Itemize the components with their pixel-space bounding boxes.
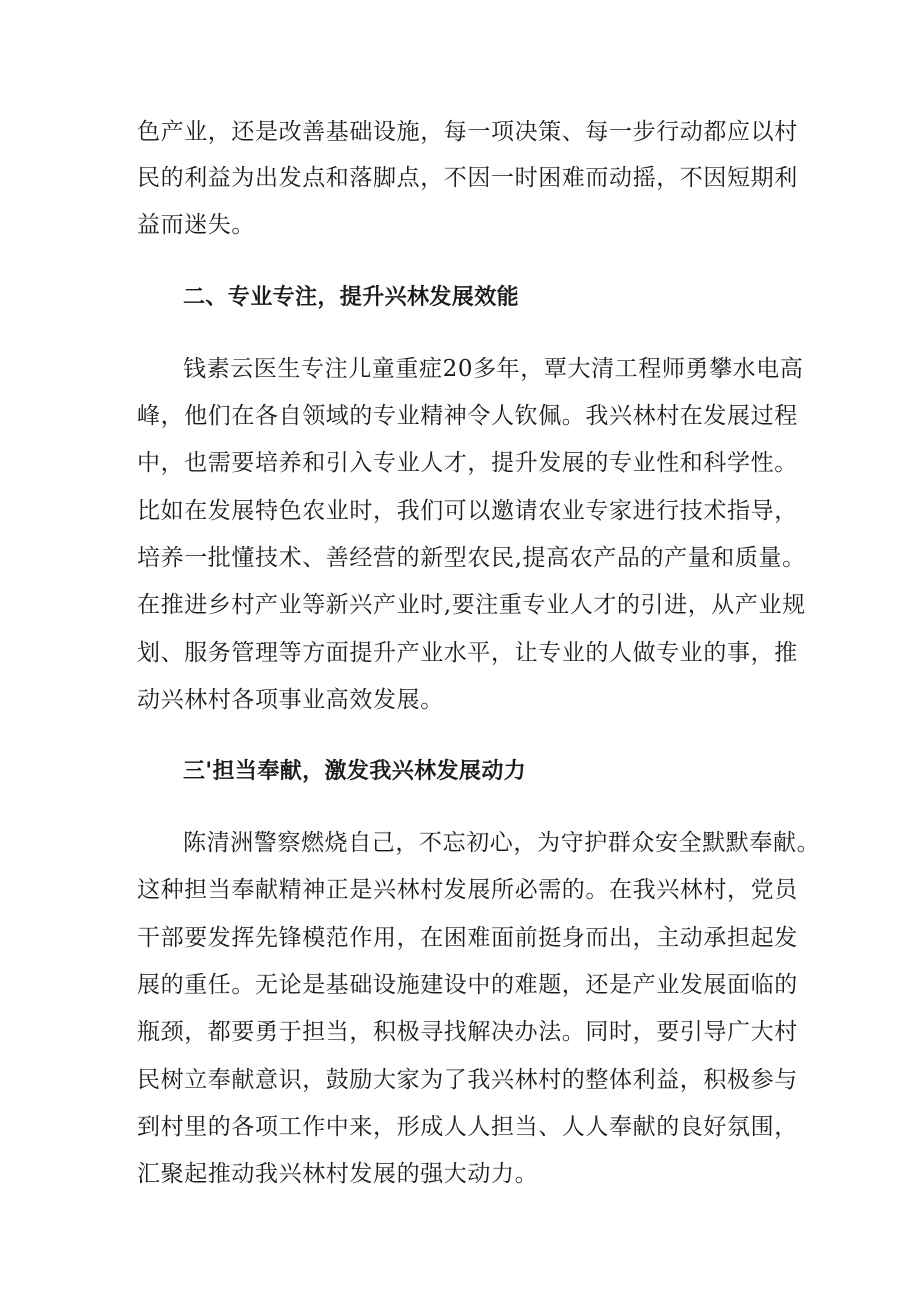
- paragraph-line: 在推进乡村产业等新兴产业时,要注重专业人才的引进，从产业规: [137, 592, 806, 618]
- paragraph-line: 动兴林村各项事业高效发展。: [137, 687, 444, 713]
- section-heading: 二、专业专注，提升兴林发展效能: [183, 285, 520, 310]
- paragraph-line: 这种担当奉献精神正是兴林村发展所必需的。在我兴林村，党员: [137, 877, 798, 903]
- paragraph-line: 峰，他们在各自领域的专业精神令人钦佩。我兴林村在发展过程: [137, 403, 798, 429]
- paragraph-line: 色产业，还是改善基础设施，每一项决策、每一步行动都应以村: [137, 119, 798, 145]
- paragraph-line: 中，也需要培养和引入专业人才，提升发展的专业性和科学性。: [137, 450, 798, 476]
- paragraph-line: 钱素云医生专注儿童重症20多年，覃大清工程师勇攀水电高: [183, 356, 804, 382]
- paragraph-line: 干部要发挥先锋模范作用，在困难面前挺身而出，主动承担起发: [137, 925, 798, 951]
- paragraph-line: 陈清洲警察燃烧自己，不忘初心，为守护群众安全默默奉献。: [183, 830, 821, 856]
- section-heading: 三'担当奉献，激发我兴林发展动力: [183, 759, 527, 784]
- paragraph-line: 展的重任。无论是基础设施建设中的难题，还是产业发展面临的: [137, 972, 798, 998]
- paragraph-line: 民的利益为出发点和落脚点，不因一时困难而动摇，不因短期利: [137, 165, 798, 191]
- paragraph-line: 民树立奉献意识，鼓励大家为了我兴林村的整体利益，积极参与: [137, 1067, 798, 1093]
- paragraph-line: 瓶颈，都要勇于担当，积极寻找解决办法。同时，要引导广大村: [137, 1019, 798, 1045]
- paragraph-line: 益而迷失。: [137, 212, 255, 238]
- paragraph-line: 汇聚起推动我兴林村发展的强大动力。: [137, 1161, 539, 1187]
- paragraph-line: 到村里的各项工作中来，形成人人担当、人人奉献的良好氛围，: [137, 1114, 798, 1140]
- paragraph-line: 比如在发展特色农业时，我们可以邀请农业专家进行技术指导，: [137, 498, 798, 524]
- paragraph-line: 划、服务管理等方面提升产业水平，让专业的人做专业的事，推: [137, 640, 798, 666]
- paragraph-line: 培养一批懂技术、善经营的新型农民,提高农产品的产量和质量。: [137, 545, 806, 571]
